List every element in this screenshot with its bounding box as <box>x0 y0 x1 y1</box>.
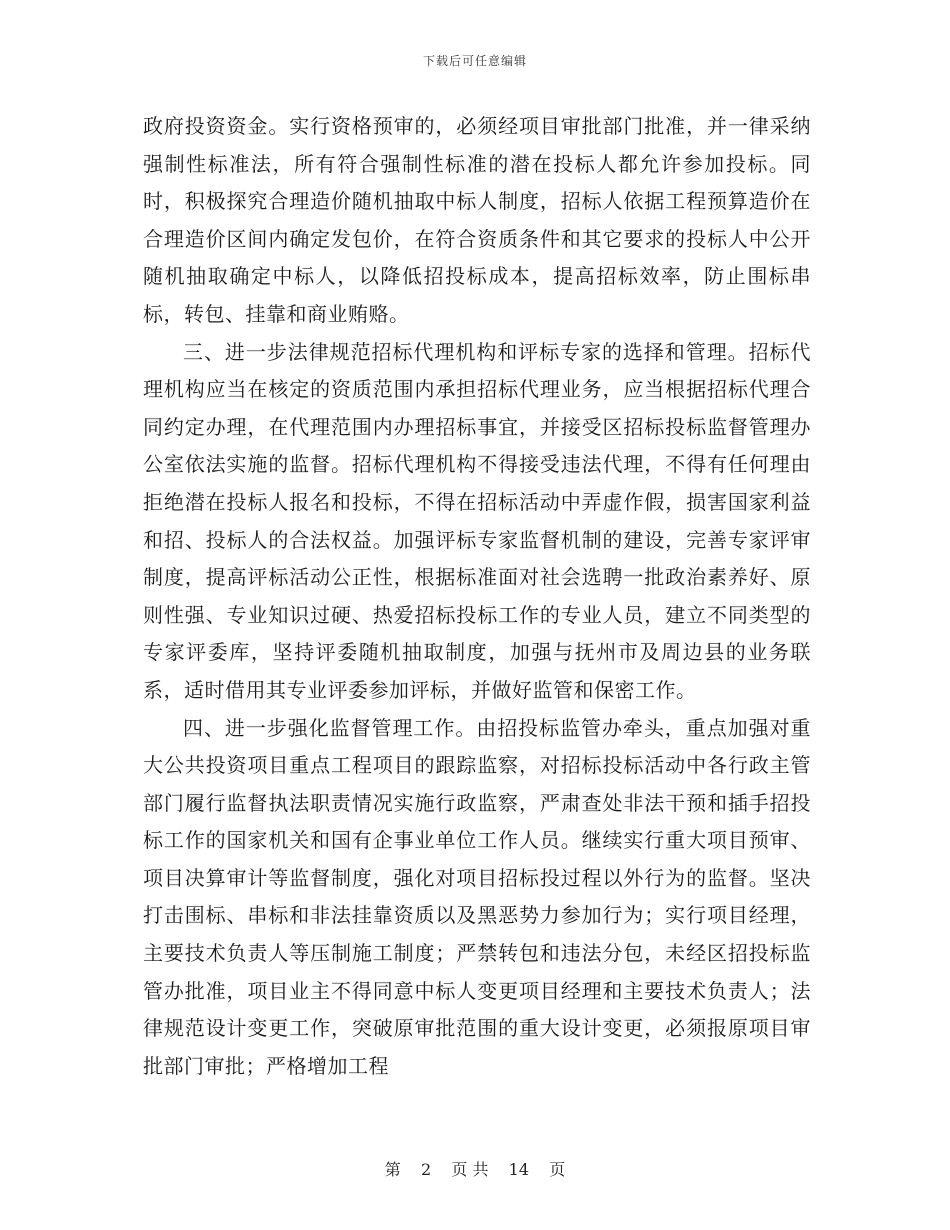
paragraph-section-three: 三、进一步法律规范招标代理机构和评标专家的选择和管理。招标代理机构应当在核定的资质范围内承担招标代理业务，应当根据招标代理合同约定办理，在代理范围内办理招标事宜，并接受区招标投标监督管理办公室依法实施的监督。招标代理机构不得接受违法代理，不得有任何理由拒绝潜在投标人报名和投标，不得在招标活动中弄虚作假，损害国家利益和招、投标人的合法权益。加强评标专家监督机制的建设，完善专家评审制度，提高评标活动公正性，根据标准面对社会选聘一批政治素养好、原则性强、专业知识过硬、热爱招标投标工作的专业人员，建立不同类型的专家评委库，坚持评委随机抽取制度，加强与抚州市及周边县的业务联系，适时借用其专业评委参加评标，并做好监管和保密工作。 <box>143 339 811 702</box>
page-footer <box>0 1157 950 1180</box>
paragraph-section-four: 四、进一步强化监督管理工作。由招投标监管办牵头，重点加强对重大公共投资项目重点工程项目的跟踪监察，对招标投标活动中各行政主管部门履行监督执法职责情况实施行政监察，严肃查处非法干预和插手招投标工作的国家机关和国有企事业单位工作人员。继续实行重大项目预审、项目决算审计等监督制度，强化对项目招标投过程以外行为的监督。坚决打击围标、串标和非法挂靠资质以及黑恶势力参加行为；实行项目经理，主要技术负责人等压制施工制度；严禁转包和违法分包，未经区招投标监管办批准，项目业主不得同意中标人变更项目经理和主要技术负责人；法律规范设计变更工作，突破原审批范围的重大设计变更，必须报原项目审批部门审批；严格增加工程 <box>143 715 811 1078</box>
document-body <box>143 108 811 1085</box>
footer-current-page: 2 <box>420 1160 432 1179</box>
paragraph-continuation: 政府投资资金。实行资格预审的，必须经项目审批部门批准，并一律采纳强制性标准法，所有符合强制性标准的潜在投标人都允许参加投标。同时，积极探究合理造价随机抽取中标人制度，招标人依据工程预算造价在合理造价区间内确定发包价，在符合资质条件和其它要求的投标人中公开随机抽取确定中标人，以降低招投标成本，提高招标效率，防止围标串标，转包、挂靠和商业贿赂。 <box>143 114 811 326</box>
page-header-note: 下载后可任意编辑 <box>422 54 527 68</box>
footer-prefix: 第 <box>384 1160 401 1179</box>
footer-mid: 页 共 <box>451 1160 489 1179</box>
footer-suffix: 页 <box>549 1160 566 1179</box>
footer-total-pages: 14 <box>508 1160 529 1179</box>
